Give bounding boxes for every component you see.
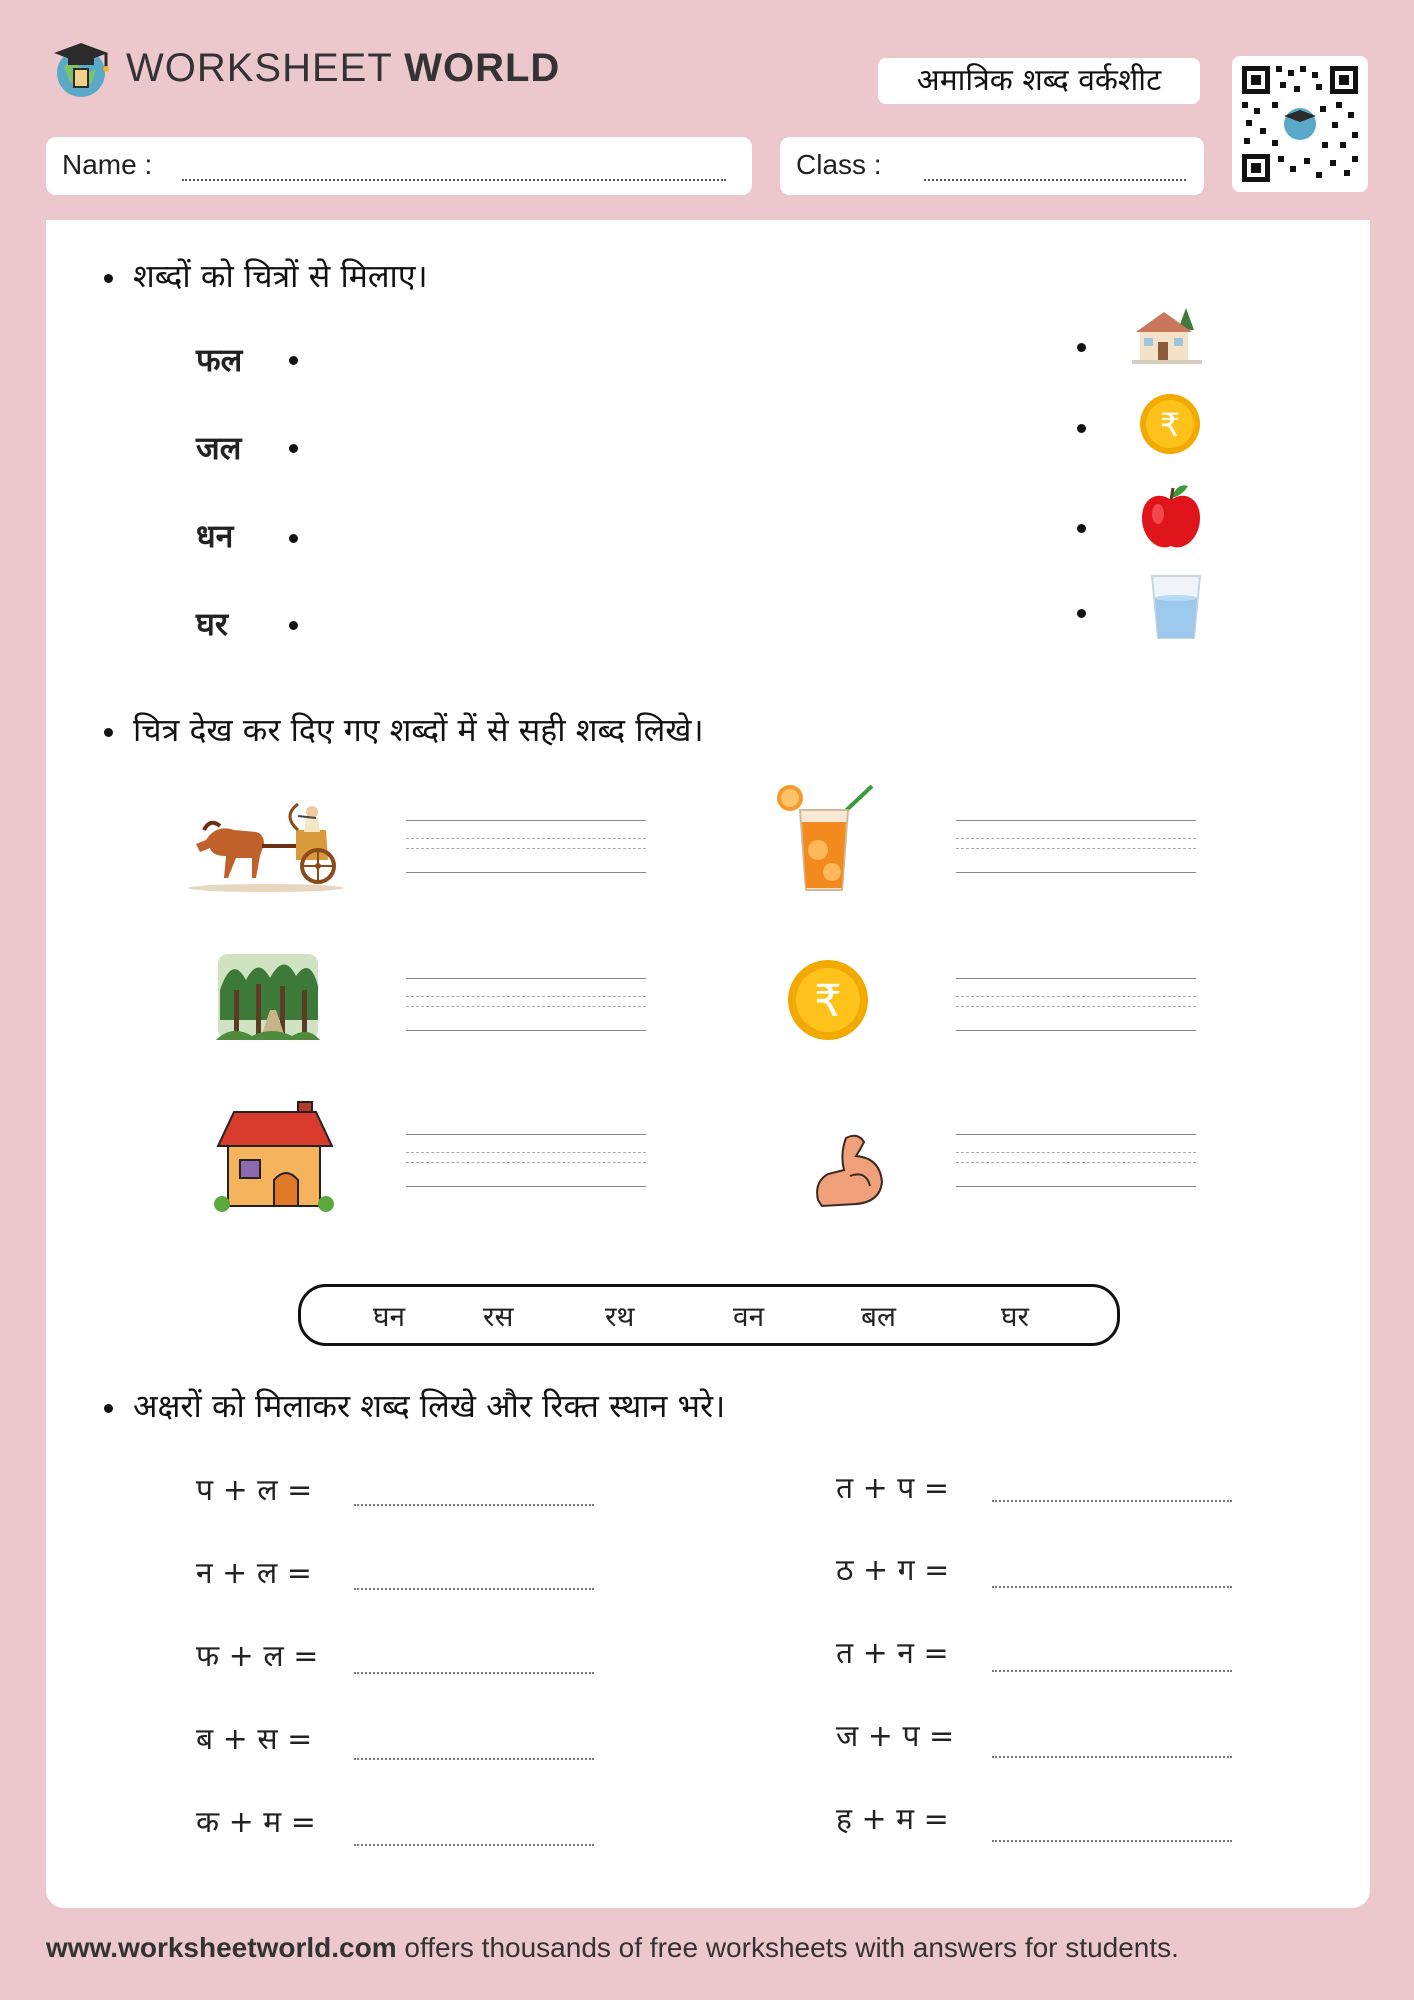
svg-text:₹: ₹	[814, 976, 842, 1027]
footer	[46, 1932, 1179, 1964]
brand-logo-icon	[46, 33, 116, 103]
equation-left-1: प + ल =	[196, 1473, 313, 1508]
rupee-coin-large-icon	[786, 958, 870, 1042]
equation-right-3: त + न =	[836, 1636, 949, 1671]
word-bank-item: बल	[861, 1300, 896, 1333]
equation-right-1: त + प =	[836, 1471, 950, 1506]
answer-line-right-1[interactable]	[992, 1500, 1232, 1502]
qr-code	[1232, 56, 1368, 192]
brand-name-bold: WORLD	[404, 45, 561, 90]
write-lines-cottage[interactable]	[406, 1134, 646, 1190]
word-bank-item: रथ	[605, 1300, 635, 1333]
forest-icon	[212, 950, 324, 1046]
match-word-3: धन	[196, 517, 234, 555]
match-dot-right-3[interactable]	[1077, 524, 1086, 533]
apple-icon	[1138, 480, 1204, 554]
match-dot-right-4[interactable]	[1077, 609, 1086, 618]
section2-instruction	[104, 708, 704, 751]
match-dot-right-1[interactable]	[1077, 343, 1086, 352]
section3-instruction-text: अक्षरों को मिलाकर शब्द लिखे और रिक्त स्थान भरे।	[133, 1387, 726, 1425]
write-lines-arm[interactable]	[956, 1134, 1196, 1190]
answer-line-right-5[interactable]	[992, 1840, 1232, 1842]
equation-left-5: क + म =	[196, 1805, 316, 1840]
equation-left-3: फ + ल =	[196, 1639, 319, 1674]
footer-text: offers thousands of free worksheets with answers for students.	[396, 1932, 1179, 1963]
match-word-1: फल	[196, 341, 243, 379]
chariot-icon	[186, 800, 356, 894]
answer-line-left-2[interactable]	[354, 1588, 594, 1590]
section2-instruction-text: चित्र देख कर दिए गए शब्दों में से सही शब्द लिखे।	[133, 711, 704, 749]
svg-text:₹: ₹	[1159, 406, 1181, 444]
equation-right-2: ठ + ग =	[836, 1553, 950, 1588]
water-glass-icon	[1148, 572, 1204, 642]
answer-line-right-2[interactable]	[992, 1586, 1232, 1588]
brand-name-light: WORKSHEET	[126, 45, 393, 90]
cottage-icon	[212, 1098, 336, 1214]
word-bank-item: घर	[1001, 1300, 1030, 1333]
class-underline	[924, 179, 1186, 181]
name-label: Name :	[62, 149, 153, 180]
word-bank-item: वन	[733, 1300, 765, 1333]
word-bank-item: रस	[483, 1300, 514, 1333]
section1-instruction	[104, 254, 428, 297]
write-lines-juice[interactable]	[956, 820, 1196, 876]
equation-left-4: ब + स =	[196, 1722, 313, 1757]
class-label: Class :	[796, 149, 882, 180]
equation-right-4: ज + प =	[836, 1719, 955, 1754]
match-dot-left-1[interactable]	[289, 356, 298, 365]
footer-site-link[interactable]: www.worksheetworld.com	[46, 1932, 397, 1963]
match-dot-left-2[interactable]	[289, 444, 298, 453]
name-field[interactable]	[46, 137, 752, 195]
flexed-arm-icon	[810, 1130, 886, 1210]
match-dot-left-4[interactable]	[289, 621, 298, 630]
word-bank-item: घन	[373, 1300, 406, 1333]
write-lines-forest[interactable]	[406, 978, 646, 1034]
match-word-4: घर	[196, 605, 229, 643]
equation-right-5: ह + म =	[836, 1802, 949, 1837]
section1-instruction-text: शब्दों को चित्रों से मिलाए।	[133, 257, 428, 295]
juice-glass-icon	[776, 780, 876, 896]
brand-name	[126, 46, 560, 91]
answer-line-left-3[interactable]	[354, 1672, 594, 1674]
answer-line-left-1[interactable]	[354, 1504, 594, 1506]
match-word-2: जल	[196, 429, 242, 467]
match-dot-right-2[interactable]	[1077, 424, 1086, 433]
answer-line-right-3[interactable]	[992, 1670, 1232, 1672]
answer-line-left-4[interactable]	[354, 1758, 594, 1760]
qr-code-icon	[1232, 56, 1368, 192]
section3-instruction	[104, 1384, 725, 1427]
worksheet-title: अमात्रिक शब्द वर्कशीट	[878, 58, 1200, 104]
rupee-coin-icon	[1138, 392, 1202, 456]
house-icon	[1130, 304, 1204, 366]
write-lines-chariot[interactable]	[406, 820, 646, 876]
brand	[46, 30, 560, 106]
match-dot-left-3[interactable]	[289, 534, 298, 543]
class-field[interactable]	[780, 137, 1204, 195]
answer-line-left-5[interactable]	[354, 1844, 594, 1846]
equation-left-2: न + ल =	[196, 1556, 312, 1591]
name-underline	[182, 179, 726, 181]
write-lines-coin[interactable]	[956, 978, 1196, 1034]
word-bank	[298, 1284, 1120, 1346]
answer-line-right-4[interactable]	[992, 1756, 1232, 1758]
